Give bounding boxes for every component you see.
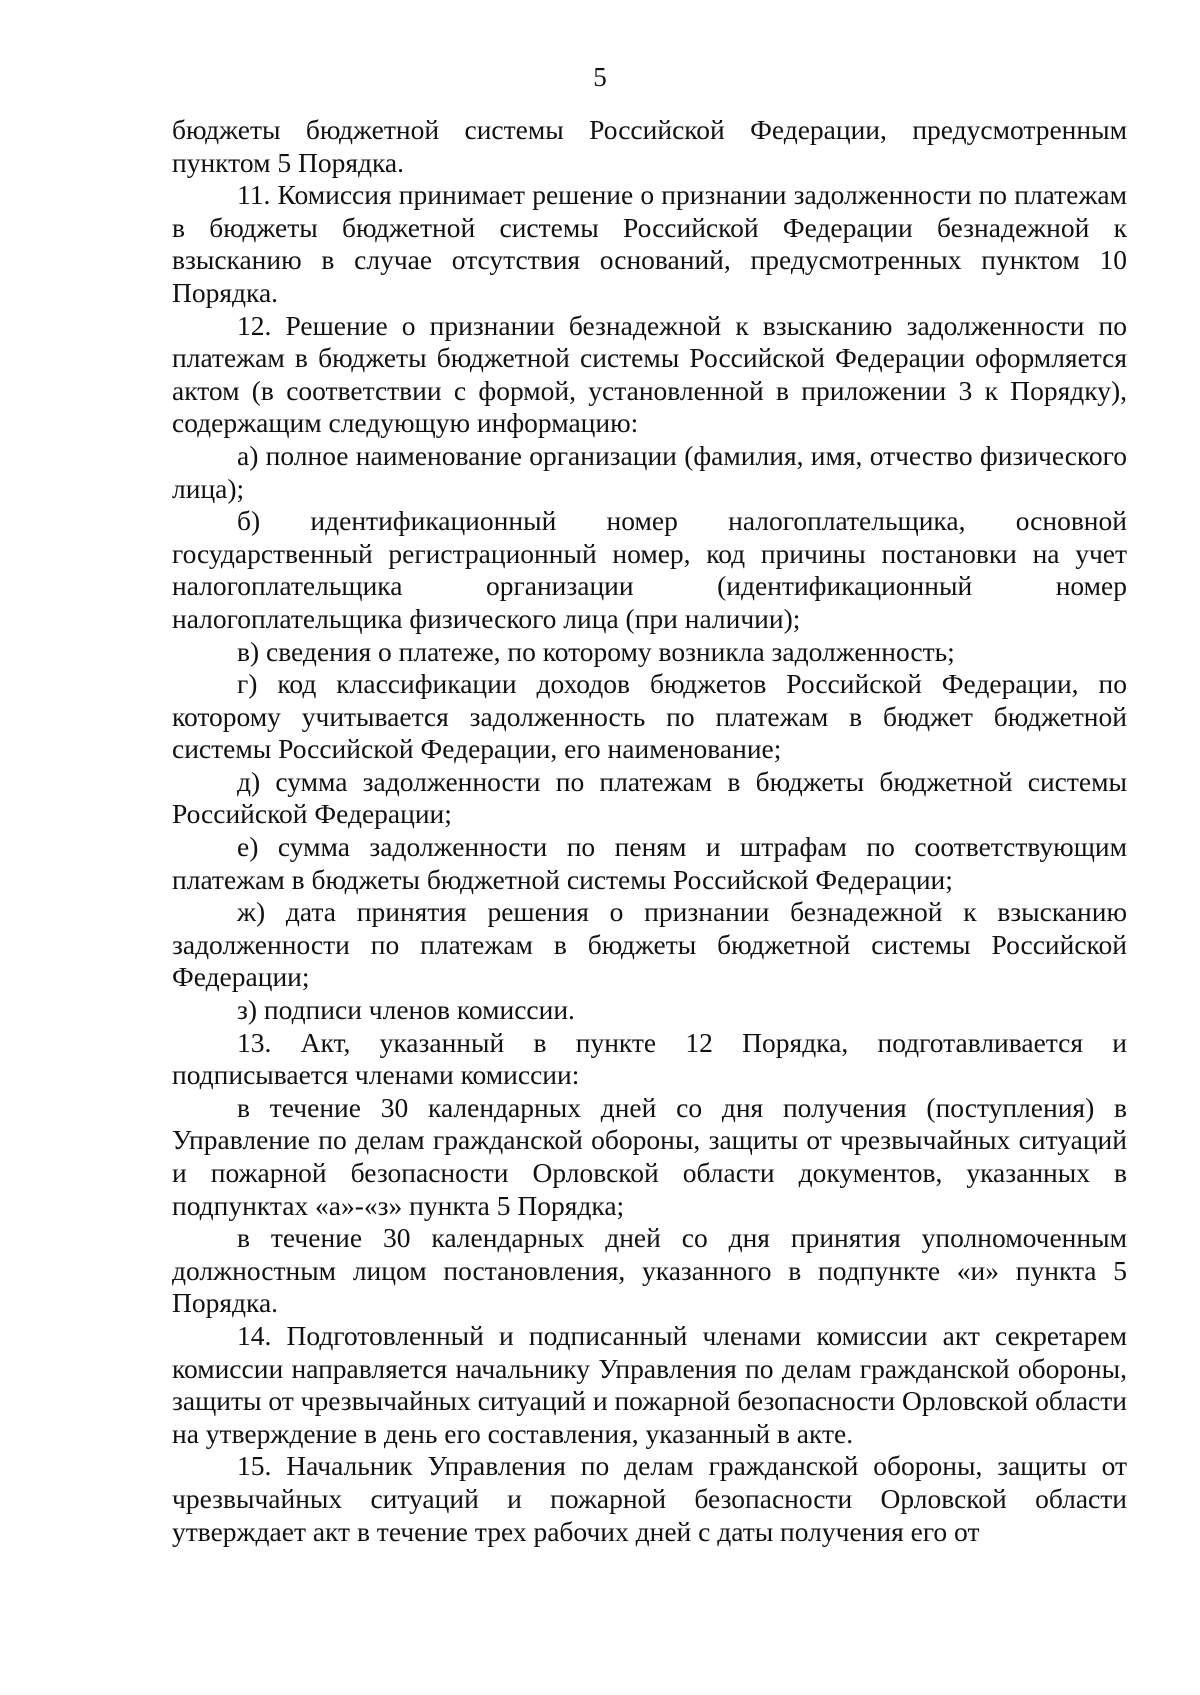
document-body: [172, 114, 1127, 1548]
paragraph-14: 14. Подготовленный и подписанный членами комиссии акт секретарем комиссии направляется начальнику Управления по делам гражданской обороны, защиты от чрезвычайных ситуаций и пожарной безопасности Орловской области на утверждение в день его составления, указанный в акте.: [172, 1319, 1127, 1449]
paragraph-15: 15. Начальник Управления по делам гражданской обороны, защиты от чрезвычайных ситуаций и пожарной безопасности Орловской области утверждает акт в течение трех рабочих дней с даты получения его от: [172, 1450, 1127, 1547]
paragraph-13-term-2: в течение 30 календарных дней со дня принятия уполномоченным должностным лицом постановления, указанного в подпункте «и» пункта 5 Порядка.: [172, 1222, 1127, 1319]
subparagraph-b: б) идентификационный номер налогоплательщика, основной государственный регистрационный номер, код причины постановки на учет налогоплательщика организации (идентификационный номер налогоплательщика физического лица (при наличии);: [172, 505, 1127, 634]
subparagraph-e: е) сумма задолженности по пеням и штрафам по соответствующим платежам в бюджеты бюджетной системы Российской Федерации;: [172, 831, 1127, 895]
subparagraph-z: з) подписи членов комиссии.: [237, 994, 575, 1026]
paragraph-13-term-1: в течение 30 календарных дней со дня получения (поступления) в Управление по делам гражданской обороны, защиты от чрезвычайных ситуаций и пожарной безопасности Орловской области документов, указанных в подпунктах «а»-«з» пункта 5 Порядка;: [172, 1091, 1127, 1221]
subparagraph-v: в) сведения о платеже, по которому возникла задолженность;: [237, 635, 955, 667]
subparagraph-zh: ж) дата принятия решения о признании безнадежной к взысканию задолженности по платежам в бюджеты бюджетной системы Российской Федерации;: [172, 896, 1127, 993]
paragraph-13: 13. Акт, указанный в пункте 12 Порядка, подготавливается и подписывается членами комиссии:: [172, 1026, 1127, 1091]
subparagraph-g: г) код классификации доходов бюджетов Российской Федерации, по которому учитывается задолженность по платежам в бюджет бюджетной системы Российской Федерации, его наименование;: [172, 668, 1127, 765]
subparagraph-a: а) полное наименование организации (фамилия, имя, отчество физического лица);: [172, 439, 1127, 504]
subparagraph-d: д) сумма задолженности по платежам в бюджеты бюджетной системы Российской Федерации;: [172, 765, 1127, 830]
paragraph-11: 11. Комиссия принимает решение о признании задолженности по платежам в бюджеты бюджетной системы Российской Федерации безнадежной к взысканию в случае отсутствия оснований, предусмотренных пунктом 10 Порядка.: [172, 179, 1127, 308]
paragraph-12: 12. Решение о признании безнадежной к взысканию задолженности по платежам в бюджеты бюджетной системы Российской Федерации оформляется актом (в соответствии с формой, установленной в приложении 3 к Порядку), содержащим следующую информацию:: [172, 309, 1127, 439]
paragraph-continuation: бюджеты бюджетной системы Российской Федерации, предусмотренным пунктом 5 Порядка.: [172, 114, 1127, 178]
page-number: 5: [593, 62, 607, 92]
